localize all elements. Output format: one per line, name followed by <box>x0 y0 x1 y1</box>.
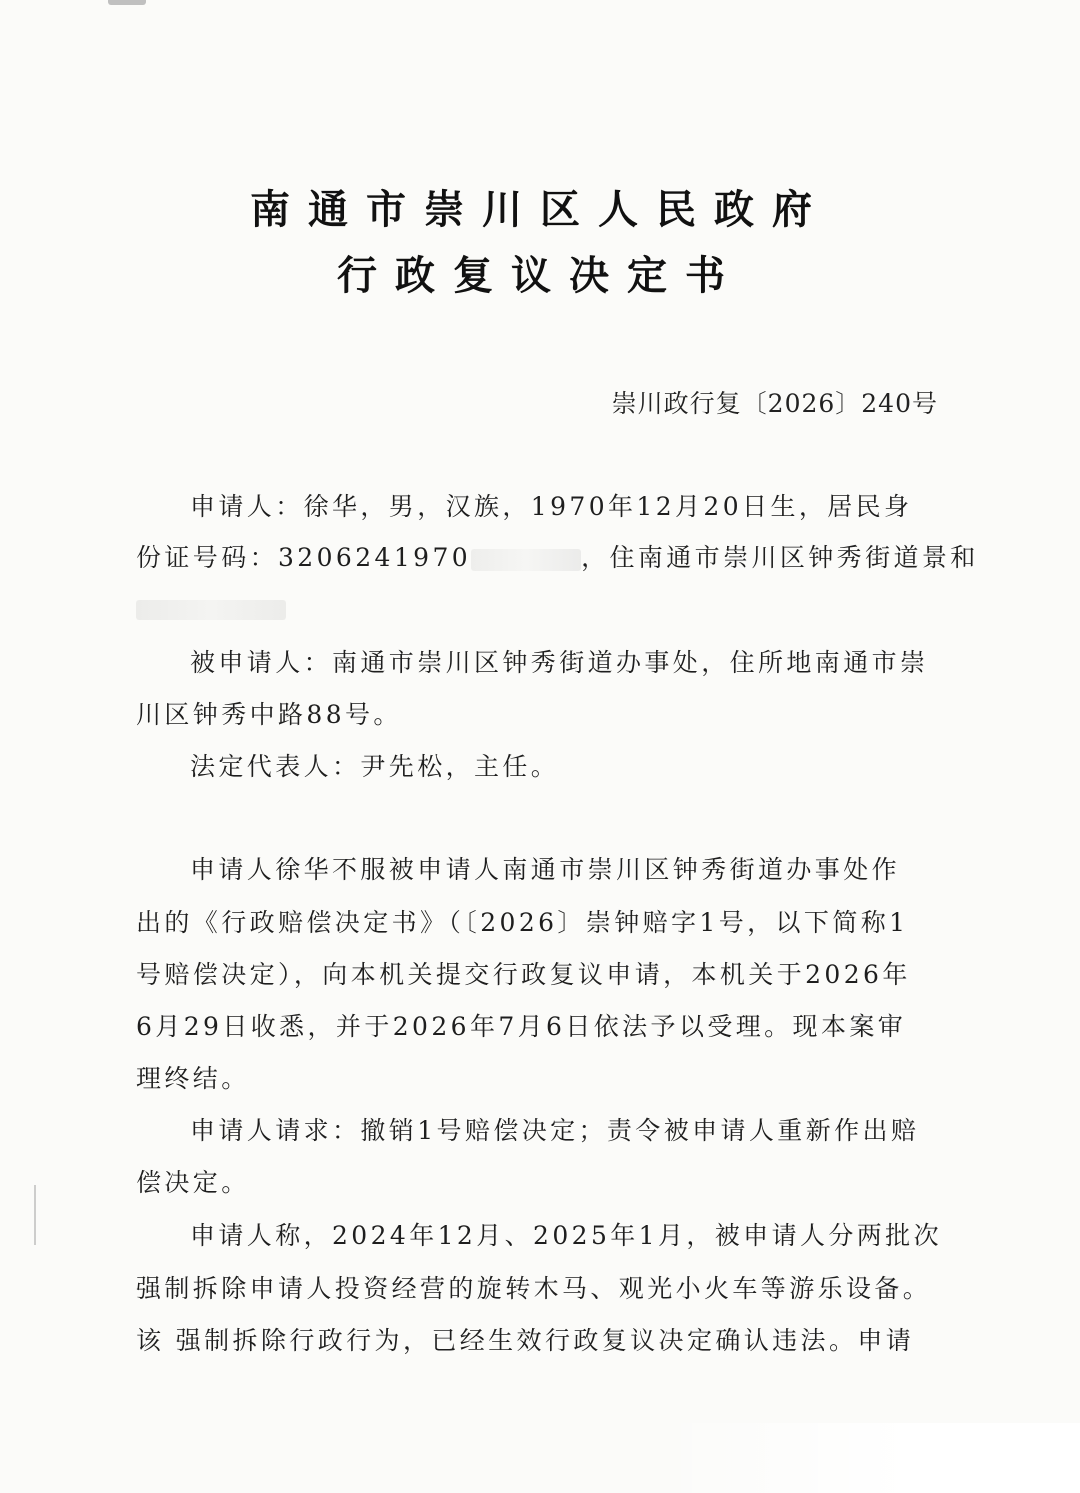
document-number: 崇川政行复〔2026〕240号 <box>611 389 938 418</box>
applicant-address: ，住南通市崇川区钟秀街道景和 <box>581 543 979 572</box>
applicant-line1: 申请人：徐华，男，汉族，1970年12月20日生，居民身 <box>190 492 913 521</box>
legal-representative: 法定代表人：尹先松，主任。 <box>190 752 560 781</box>
scan-artifact-top <box>108 0 146 5</box>
paragraph3-line: 该 强制拆除行政行为，已经生效行政复议决定确认违法。申请 <box>136 1326 915 1355</box>
scan-fade <box>660 1423 1080 1493</box>
redacted-id <box>471 549 581 571</box>
paragraph3-line: 申请人称，2024年12月、2025年1月，被申请人分两批次 <box>190 1221 942 1250</box>
scan-artifact-left <box>34 1185 36 1245</box>
paragraph2-line: 偿决定。 <box>136 1168 250 1197</box>
document-title-line1: 南通市崇川区人民政府 <box>250 186 830 233</box>
paragraph1-line: 号赔偿决定），向本机关提交行政复议申请，本机关于2026年 <box>136 960 911 989</box>
redacted-address <box>136 600 286 620</box>
paragraph2-line: 申请人请求：撤销1号赔偿决定；责令被申请人重新作出赔 <box>190 1116 920 1145</box>
applicant-line2 <box>136 539 979 577</box>
respondent-line1: 被申请人：南通市崇川区钟秀街道办事处，住所地南通市崇 <box>190 648 929 677</box>
respondent-line2: 川区钟秀中路88号。 <box>136 700 402 729</box>
paragraph1-line: 申请人徐华不服被申请人南通市崇川区钟秀街道办事处作 <box>190 855 901 884</box>
paragraph1-line: 出的《行政赔偿决定书》（〔2026〕崇钟赔字1号，以下简称1 <box>136 908 909 937</box>
document-title-line2: 行政复议决定书 <box>337 252 743 299</box>
paragraph1-line: 理终结。 <box>136 1064 250 1093</box>
applicant-id-prefix: 份证号码：3206241970 <box>136 543 472 572</box>
paragraph1-line: 6月29日收悉，并于2026年7月6日依法予以受理。现本案审 <box>136 1012 907 1041</box>
paragraph3-line: 强制拆除申请人投资经营的旋转木马、观光小火车等游乐设备。 <box>136 1274 932 1303</box>
